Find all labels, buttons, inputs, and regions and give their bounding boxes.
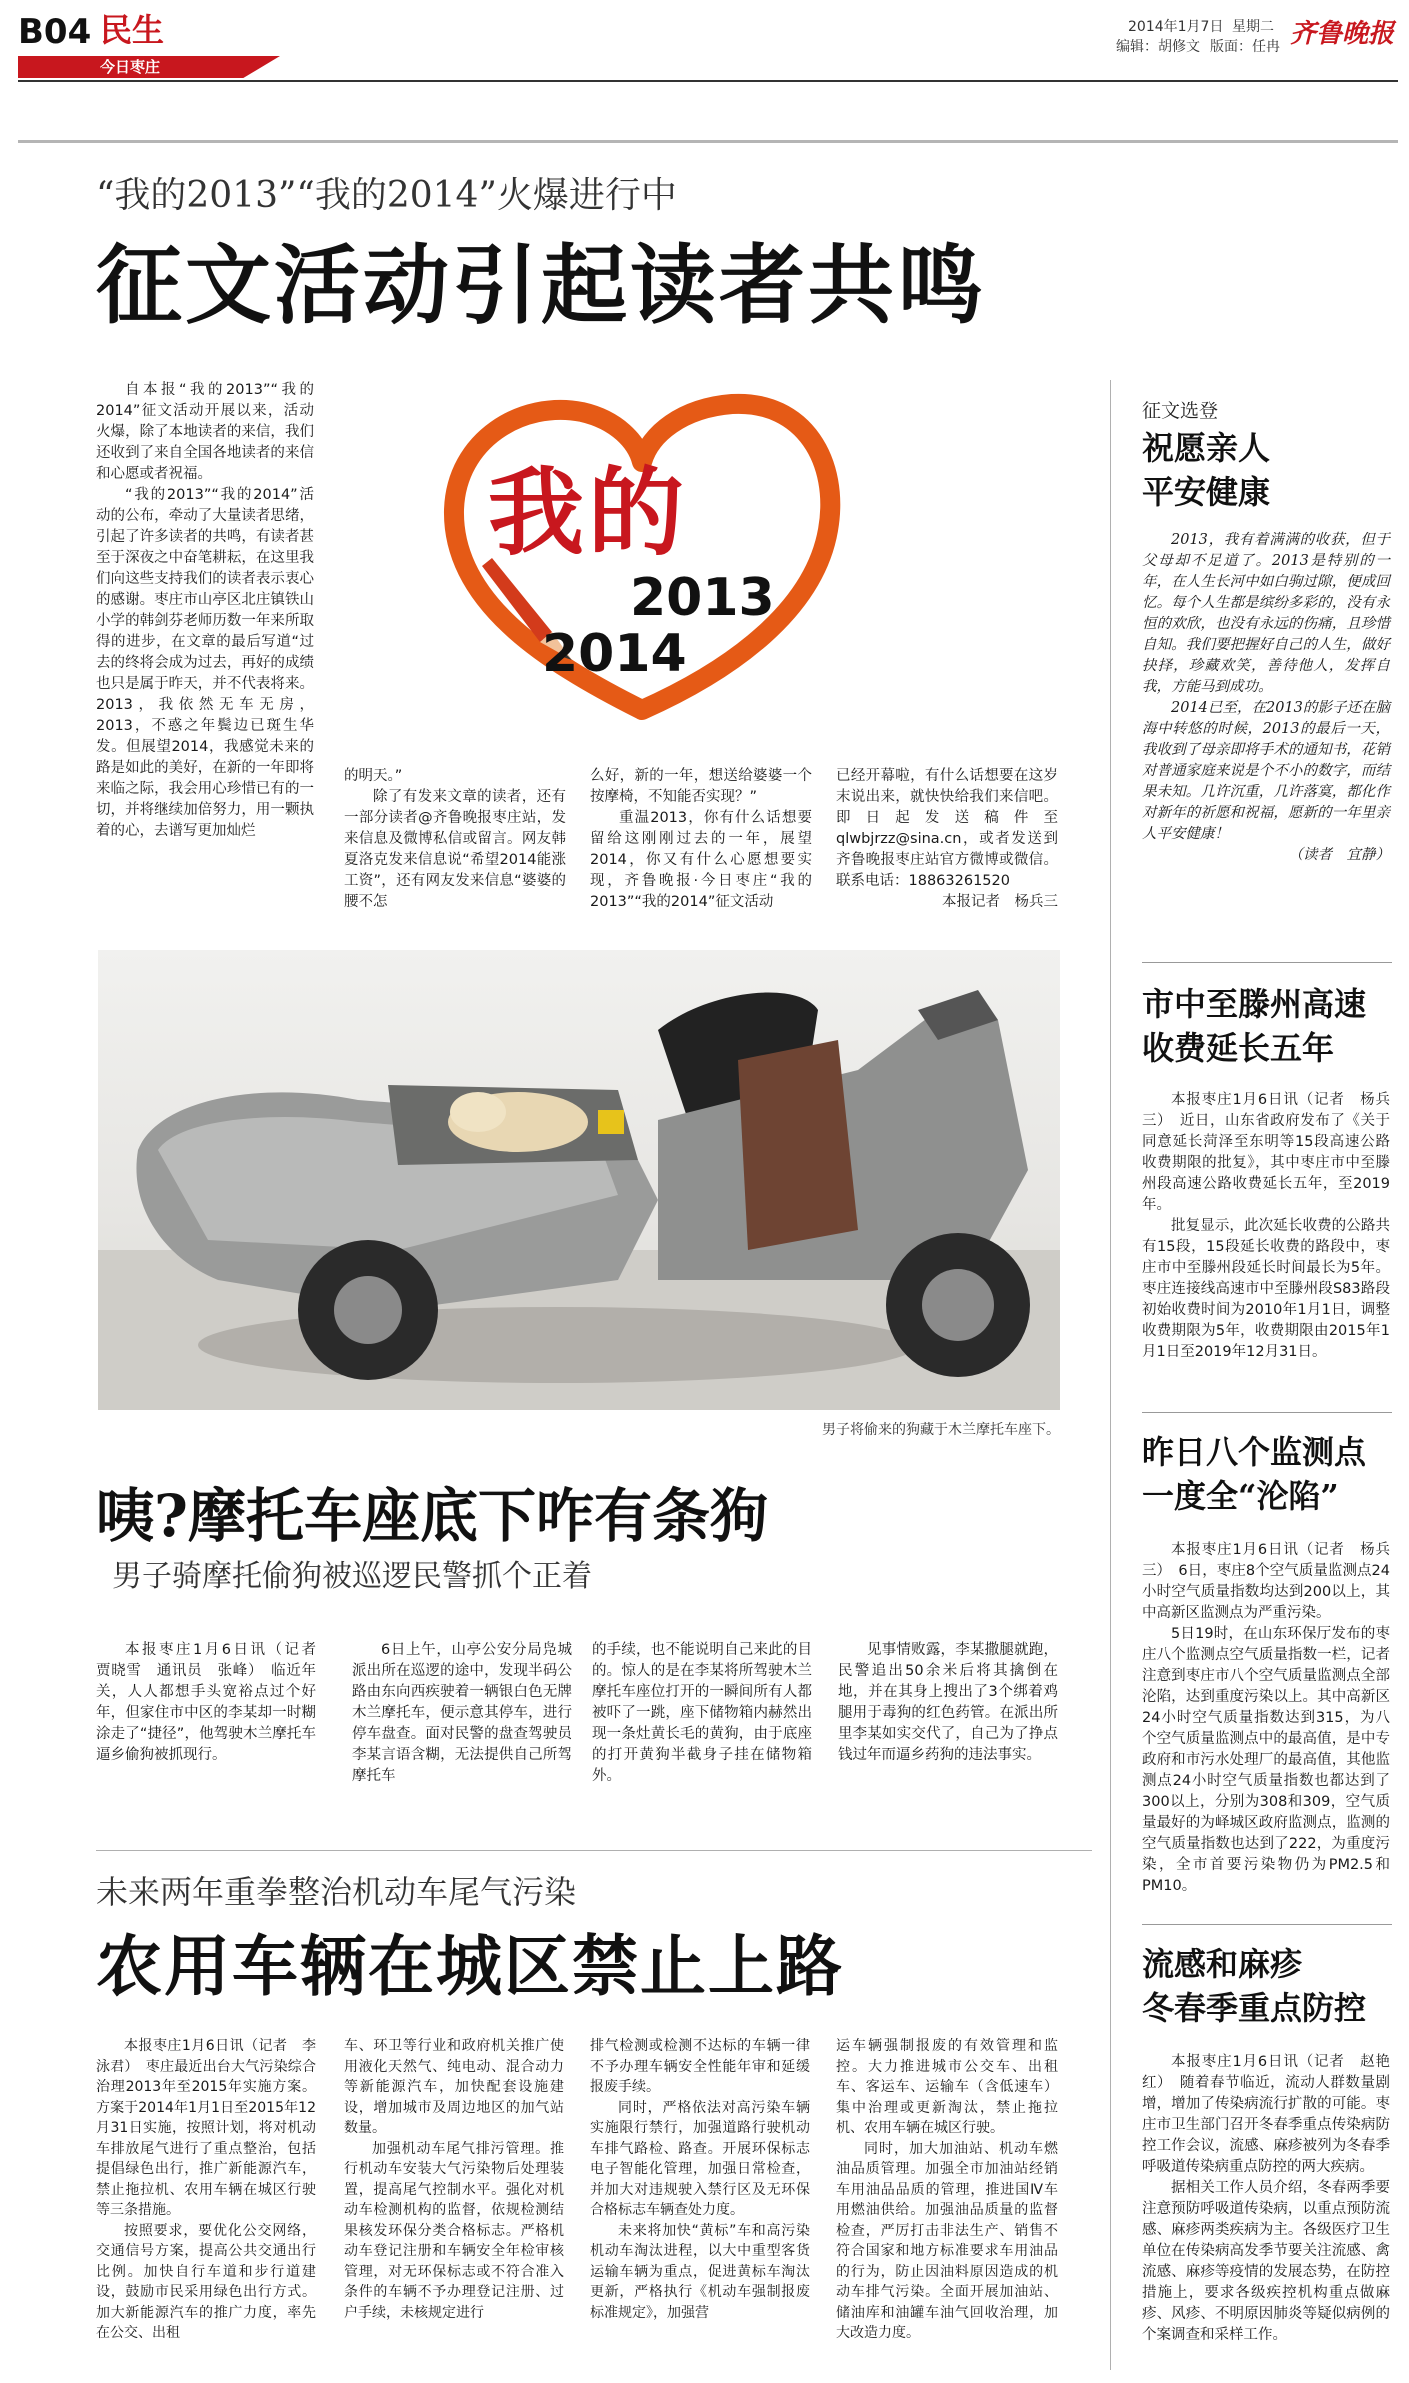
story3-col1 bbox=[96, 2036, 316, 2344]
paragraph: 自本报“我的2013”“我的2014”征文活动开展以来，活动火爆，除了本地读者的来信，我们还收到了来自全国各地读者的来信和心愿或者祝福。 bbox=[96, 382, 314, 482]
paragraph: 排气检测或检测不达标的车辆一律不予办理车辆安全性能年审和延缓报废手续。 bbox=[590, 2038, 810, 2095]
paragraph: 本报枣庄1月6日讯（记者 贾晓雪 通讯员 张峰） 临近年关，人人都想手头宽裕点过个好年，但家住市中区的李某却一时糊涂走了“捷径”，他驾驶木兰摩托车逼乡偷狗被抓现行。 bbox=[96, 1642, 331, 1763]
sidebar-flu-title bbox=[1142, 1942, 1392, 2030]
top-gray-band bbox=[18, 140, 1398, 143]
essay-author: （读者 宜静） bbox=[1288, 847, 1390, 863]
sidebar-flu-body bbox=[1142, 2052, 1390, 2346]
scooter-with-dog-image bbox=[98, 950, 1060, 1410]
vertical-divider bbox=[1110, 380, 1111, 2370]
header-rule bbox=[18, 80, 1398, 82]
paragraph: 的明天。” bbox=[344, 768, 403, 784]
story3-kicker: 未来两年重拳整治机动车尾气污染 bbox=[96, 1873, 577, 1911]
sidebar-air-title bbox=[1142, 1430, 1392, 1518]
title-line: 冬春季重点防控 bbox=[1142, 1989, 1367, 2027]
story1-col3 bbox=[590, 766, 812, 913]
sidebar-toll-body bbox=[1142, 1090, 1390, 1363]
paragraph: 按照要求，要优化公交网络，交通信号方案，提高公共交通出行比例。加快自行车道和步行道建设，鼓励市民采用绿色出行方式。加大新能源汽车的推广力度，率先在公交、出租 bbox=[96, 2222, 316, 2341]
sidebar-essay-body bbox=[1142, 530, 1390, 866]
paper-logo: 齐鲁晚报 bbox=[1290, 19, 1395, 49]
news-photo bbox=[98, 950, 1060, 1410]
paragraph: 么好，新的一年，想送给婆婆一个按摩椅，不知能否实现？” bbox=[590, 768, 812, 805]
paragraph: 5日19时，在山东环保厅发布的枣庄八个监测点空气质量指数一栏，记者注意到枣庄市八个空气质量监测点全部沦陷，达到重度污染以上。其中高新区24小时空气质量指数达到315，为八个空气质量监测点中的最高值，是中专政府和市污水处理厂的最高值，其他监测点24小时空气质量指数也都达到了300以上，分别为308和309，空气质量最好的为峄城区政府监测点，监测的空气质量指数也达到了222，为重度污染，全市首要污染物仍为PM2.5和PM10。 bbox=[1142, 1626, 1390, 1894]
title-line: 昨日八个监测点 bbox=[1142, 1433, 1367, 1471]
paragraph: 除了有发来文章的读者，还有一部分读者@齐鲁晚报枣庄站，发来信息及微博私信或留言。网友韩夏洛克发来信息说“希望2014能涨工资”，还有网友发来信息“婆婆的腰不怎 bbox=[344, 789, 566, 910]
sidebar-essay-title bbox=[1142, 426, 1392, 514]
paragraph: 同时，加大加油站、机动车燃油品质管理。加强全市加油站经销车用油品品质的管理，推进国Ⅳ车用燃油供给。加强油品质量的监督检查，严厉打击非法生产、销售不符合国家和地方标准要求车用油品的行为，防止因油料原因造成的机动车排气污染。全面开展加油站、储油库和油罐车油气回收治理，加大改造力度。 bbox=[836, 2140, 1058, 2341]
story2-col4 bbox=[838, 1640, 1058, 1766]
paragraph: “我的2013”“我的2014”活动的公布，牵动了大量读者思绪，引起了许多读者的共鸣，有读者甚至于深夜之中奋笔耕耘，在这里我们向这些支持我们的读者表示衷心的感谢。枣庄市山亭区北庄镇铁山小学的韩剑芬老师历数一年来所取得的进步，在文章的最后写道“过去的终将会成为过去，再好的成绩也只是属于昨天，并不代表将来。2013，我依然无车无房，2013，不惑之年鬓边已斑生华发。但展望2014，我感觉未来的路是如此的美好，在新的一年即将来临之际，我会用心珍惜已有的一切，并将继续加倍努力，用一颗执着的心，去谱写更加灿烂 bbox=[96, 487, 314, 839]
paragraph: 2013，我有着满满的收获，但于父母却不足道了。2013是特别的一年，在人生长河中如白驹过隙，便成回忆。每个人生都是缤纷多彩的，没有永恒的欢欣，也没有永远的伤痛，且珍惜自知。我们要把握好自己的人生，做好抉择，珍藏欢笑，善待他人，发挥自我，方能马到成功。 bbox=[1142, 532, 1390, 695]
sidebar-rule bbox=[1142, 1924, 1392, 1925]
paragraph: 的手续，也不能说明自己来此的目的。惊人的是在李某将所驾驶木兰摩托车座位打开的一瞬间所有人都被吓了一跳，座下储物箱内赫然出现一条灶黄长毛的黄狗，由于底座的打开黄狗半截身子挂在储物箱外。 bbox=[592, 1642, 812, 1784]
story2-subhead: 男子骑摩托偷狗被巡逻民警抓个正着 bbox=[112, 1559, 592, 1594]
story1-col1 bbox=[96, 380, 314, 842]
story1-headline: 征文活动引起读者共鸣 bbox=[96, 235, 986, 336]
sidebar-rule bbox=[1142, 962, 1392, 963]
story3-headline: 农用车辆在城区禁止上路 bbox=[96, 1927, 844, 2005]
paragraph: 本报枣庄1月6日讯（记者 杨兵三） 近日，山东省政府发布了《关于同意延长菏泽至东明等15段高速公路收费期限的批复》，其中枣庄市中至滕州段高速公路收费延长五年，至2019年。 bbox=[1142, 1092, 1390, 1213]
page-code: B04 bbox=[18, 12, 92, 52]
essay-logo bbox=[432, 370, 852, 730]
story2-col3 bbox=[592, 1640, 812, 1787]
issue-date: 2014年1月7日 bbox=[1128, 19, 1224, 35]
paragraph: 车、环卫等行业和政府机关推广使用液化天然气、纯电动、混合动力等新能源汽车，加快配套设施建设，增加城市及周边地区的加气站数量。 bbox=[344, 2038, 564, 2136]
photo-caption: 男子将偷来的狗藏于木兰摩托车座下。 bbox=[822, 1422, 1060, 1438]
story3-col4 bbox=[836, 2036, 1058, 2344]
paragraph: 本报枣庄1月6日讯（记者 李泳君） 枣庄最近出台大气污染综合治理2013年至2015年实施方案。方案于2014年1月1日至2015年12月31日实施，按照计划，将对机动车排放尾气进行了重点整治，包括提倡绿色出行，推广新能源汽车，禁止拖拉机、农用车辆在城区行驶等三条措施。 bbox=[96, 2038, 316, 2218]
title-line: 收费延长五年 bbox=[1142, 1029, 1335, 1067]
editor-credit: 编辑：胡修文 bbox=[1116, 39, 1200, 55]
title-line: 一度全“沦陷” bbox=[1142, 1477, 1339, 1515]
story2-headline: 咦?摩托车座底下咋有条狗 bbox=[96, 1482, 768, 1550]
paragraph: 加强机动车尾气排污管理。推行机动车安装大气污染物后处理装置，提高尾气控制水平。强化对机动车检测机构的监督，依规检测结果核发环保分类合格标志。严格机动车登记注册和车辆安全年检审核管理，对无环保标志或不符合准入条件的车辆不予办理登记注册、过户手续，未核规定进行 bbox=[344, 2140, 564, 2321]
paragraph: 重温2013，你有什么话想要留给这刚刚过去的一年，展望2014，你又有什么心愿想要实现，齐鲁晚报·今日枣庄“我的2013”“我的2014”征文活动 bbox=[590, 810, 812, 910]
paragraph: 本报枣庄1月6日讯（记者 赵艳红） 随着春节临近，流动人群数量剧增，增加了传染病流行扩散的可能。枣庄市卫生部门召开冬春季重点传染病防控工作会议，流感、麻疹被列为冬春季呼吸道传染病重点防控的两大疾病。 bbox=[1142, 2054, 1390, 2175]
byline: 本报记者 杨兵三 bbox=[942, 894, 1058, 910]
logo-year-2013: 2013 bbox=[630, 568, 775, 628]
paragraph: 6日上午，山亭公安分局凫城派出所在巡逻的途中，发现半码公路由东向西疾驶着一辆银白色无牌木兰摩托车，便示意其停车，进行停车盘查。面对民警的盘查驾驶员李某言语含糊，无法提供自己所驾摩托车 bbox=[352, 1642, 572, 1784]
title-line: 平安健康 bbox=[1142, 473, 1271, 511]
paragraph: 已经开幕啦，有什么话想要在这岁末说出来，就快快给我们来信吧。即日起发送稿件至qlwbjrzz@sina.cn，或者发送到齐鲁晚报枣庄站官方微博或微信。联系电话：18863261520 bbox=[836, 768, 1058, 889]
sidebar-essay-kicker: 征文选登 bbox=[1142, 400, 1219, 422]
paragraph: 运车辆强制报废的有效管理和监控。大力推进城市公交车、出租车、客运车、运输车（含低速车）集中治理或更新淘汰，禁止拖拉机、农用车辆在城区行驶。 bbox=[836, 2038, 1058, 2136]
story2-col2 bbox=[352, 1640, 572, 1787]
story2-col1 bbox=[96, 1640, 331, 1766]
paragraph: 本报枣庄1月6日讯（记者 杨兵三） 6日，枣庄8个空气质量监测点24小时空气质量指数均达到200以上，其中高新区监测点为严重污染。 bbox=[1142, 1542, 1390, 1621]
paragraph: 2014已至，在2013的影子还在脑海中转悠的时候，2013的最后一天，我收到了母亲即将手术的通知书，花销对普通家庭来说是个不小的数字，而结果未知。几许沉重，几许落寞，都化作对新年的祈愿和祝福，愿新的一年里亲人平安健康！ bbox=[1142, 700, 1390, 842]
paragraph: 见事情败露，李某撒腿就跑，民警追出50余米后将其擒倒在地，并在其身上搜出了3个绑着鸡腿用于毒狗的红色药管。在派出所里李某如实交代了，自己为了挣点钱过年而逼乡药狗的违法事实。 bbox=[838, 1642, 1058, 1763]
story1-col4 bbox=[836, 766, 1058, 913]
paragraph: 未来将加快“黄标”车和高污染机动车淘汰进程，以大中重型客货运输车辆为重点，促进黄标车淘汰更新，严格执行《机动车强制报废标准规定》，加强营 bbox=[590, 2222, 810, 2321]
subsection-name: 今日枣庄 bbox=[100, 58, 161, 76]
paragraph: 同时，严格依法对高污染车辆实施限行禁行，加强道路行驶机动车排气路检、路查。开展环保标志电子智能化管理，加强日常检查，并加大对违规驶入禁行区及无环保合格标志车辆查处力度。 bbox=[590, 2099, 810, 2218]
logo-year-2014: 2014 bbox=[542, 624, 687, 684]
paragraph: 批复显示，此次延长收费的公路共有15段，15段延长收费的路段中，枣庄市中至滕州段延长时间最长为5年。枣庄连接线高速市中至滕州段S83路段初始收费时间为2010年1月1日，调整收费期限为5年，收费期限由2015年1月1日至2019年12月31日。 bbox=[1142, 1218, 1390, 1360]
story3-col3 bbox=[590, 2036, 810, 2323]
sidebar-rule bbox=[1142, 1412, 1392, 1413]
logo-title: 我的 bbox=[488, 456, 688, 569]
story1-col2 bbox=[344, 766, 566, 913]
layout-credit: 版面：任冉 bbox=[1210, 39, 1280, 55]
paragraph: 据相关工作人员介绍，冬春两季要注意预防呼吸道传染病，以重点预防流感、麻疹两类疾病为主。各级医疗卫生单位在传染病高发季节要关注流感、禽流感、麻疹等疫情的发展态势，在防控措施上，要求各级疾控机构重点做麻疹、风疹、不明原因肺炎等疑似病例的个案调查和采样工作。 bbox=[1142, 2180, 1390, 2343]
story-divider bbox=[96, 1850, 1092, 1851]
story1-kicker: “我的2013”“我的2014”火爆进行中 bbox=[96, 175, 677, 216]
title-line: 流感和麻疹 bbox=[1142, 1945, 1303, 1983]
page-header bbox=[0, 0, 1409, 82]
sidebar-air-body bbox=[1142, 1540, 1390, 1897]
sidebar-toll-title bbox=[1142, 982, 1392, 1070]
issue-weekday: 星期二 bbox=[1232, 19, 1274, 35]
title-line: 祝愿亲人 bbox=[1142, 429, 1271, 467]
section-name: 民生 bbox=[100, 11, 165, 49]
title-line: 市中至滕州高速 bbox=[1142, 985, 1367, 1023]
story3-col2 bbox=[344, 2036, 564, 2323]
